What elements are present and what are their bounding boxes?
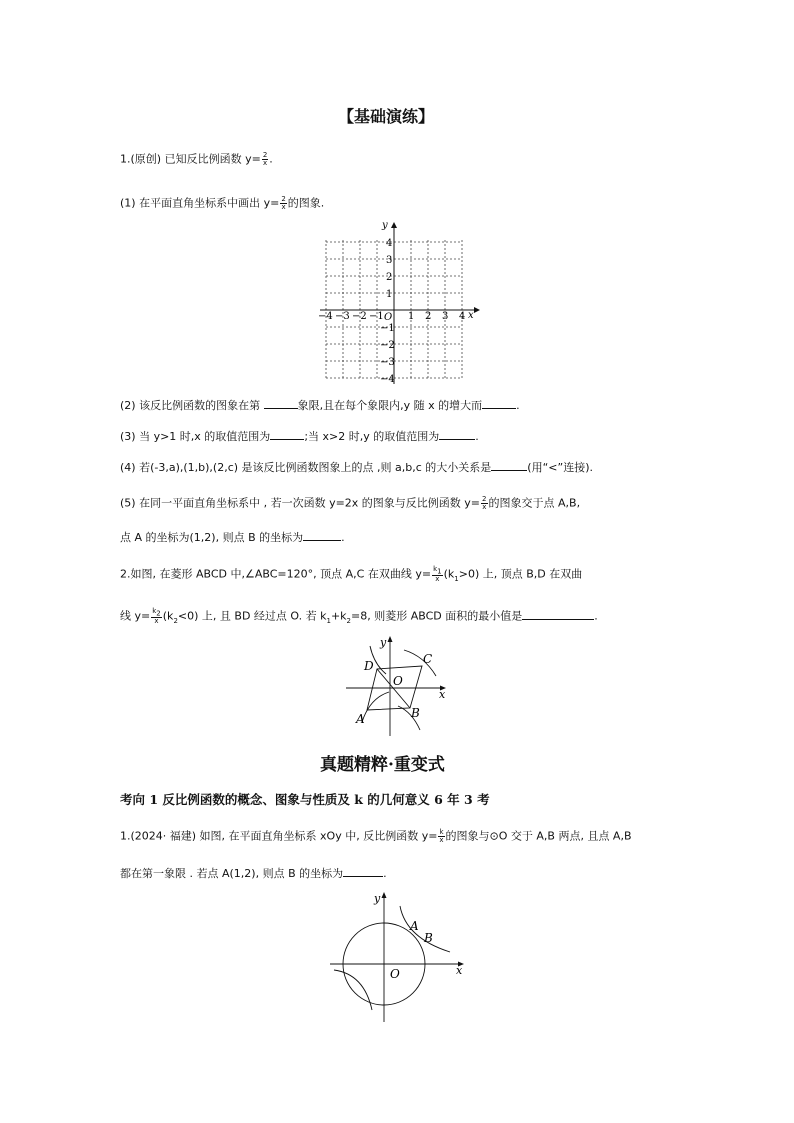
question-2-line-2 [120, 608, 598, 628]
fraction-2-over-x: $\frac{2}{x}$ [281, 195, 286, 211]
part-1-suffix: 的图象. [287, 196, 325, 210]
q2-text-g: +k [330, 609, 347, 623]
point-a-label: A [410, 919, 419, 933]
q2-text-b: (k [443, 567, 455, 581]
y-tick: −3 [380, 357, 395, 368]
circle-hyperbola-figure [326, 890, 468, 1024]
q2-text: 2.如图, 在菱形 ABCD 中,∠ABC=120°, 顶点 A,C 在双曲线 y= [120, 567, 432, 581]
vertex-c-label: C [423, 652, 433, 666]
exam-q1-text-b: 的图象与⊙O 交于 A,B 两点, 且点 A,B [445, 829, 632, 843]
q2-text-h: =8, 则菱形 ABCD 面积的最小值是 [351, 609, 523, 623]
rhombus-hyperbola-figure [340, 636, 454, 738]
part-5-text-b: 的图象交于点 A,B, [488, 496, 581, 510]
exam-question-1-line-1 [120, 829, 632, 844]
origin-label: O [390, 967, 400, 981]
y-tick: 4 [386, 238, 393, 249]
hyperbola-branch-third-quadrant [334, 970, 372, 1010]
hyperbola-branch-first-quadrant [400, 906, 450, 952]
question-1-part-2 [120, 398, 520, 413]
exam-q1-text: 1.(2024· 福建) 如图, 在平面直角坐标系 xOy 中, 反比例函数 y= [120, 829, 438, 843]
q2-text-e: (k [162, 609, 174, 623]
coordinate-grid-figure [316, 218, 486, 388]
x-tick: −2 [352, 311, 367, 322]
x-axis-arrow [474, 307, 480, 313]
y-axis-arrow [382, 892, 387, 898]
part-5-text-c: 点 A 的坐标为(1,2), 则点 B 的坐标为 [120, 531, 304, 544]
y-axis-label: y [374, 892, 381, 905]
y-tick: 2 [386, 272, 393, 283]
fraction-2-over-x: $\frac{2}{x}$ [262, 151, 268, 167]
y-axis-label: y [382, 220, 388, 231]
question-1-part-4 [120, 460, 593, 475]
point-b-label: B [424, 931, 433, 945]
q2-end: . [594, 609, 598, 623]
part-2-text-b: 象限,且在每个象限内,y 随 x 的增大而 [297, 399, 483, 412]
question-1-part-5 [120, 496, 580, 511]
part-4-text: (4) 若(-3,a),(1,b),(2,c) 是该反比例函数图象上的点 ,则 a,b,c 的大小关系是 [120, 461, 492, 474]
section-title: 【基础演练】 [338, 107, 435, 126]
fraction-2-over-x: $\frac{2}{x}$ [482, 495, 487, 511]
vertex-d-label: D [364, 659, 374, 673]
y-tick: −2 [380, 340, 395, 351]
vertex-a-label: A [356, 712, 365, 726]
answer-blank[interactable] [343, 866, 383, 877]
exam-q1-end: . [383, 867, 387, 880]
question-1-stem [120, 152, 273, 167]
part-3-text: (3) 当 y>1 时,x 的取值范围为 [120, 430, 271, 443]
x-tick: −1 [369, 311, 384, 322]
stem-text: 1.(原创) 已知反比例函数 y= [120, 152, 261, 166]
x-tick: 1 [408, 311, 415, 322]
answer-blank[interactable] [491, 460, 527, 471]
topic-heading: 考向 1 反比例函数的概念、图象与性质及 k 的几何意义 6 年 3 考 [120, 792, 490, 807]
fraction-k-over-x: $\frac{k}{x}$ [439, 828, 444, 844]
part-1-text: (1) 在平面直角坐标系中画出 y= [120, 196, 280, 210]
q2-text-c: >0) 上, 顶点 B,D 在双曲 [458, 567, 583, 581]
y-tick: 3 [386, 255, 393, 266]
part-2-end: . [516, 399, 520, 412]
x-axis-label: x [439, 688, 446, 701]
x-axis-label: x [468, 310, 474, 321]
question-1-part-5-line-2 [120, 530, 345, 545]
answer-blank[interactable] [264, 398, 298, 409]
part-2-text: (2) 该反比例函数的图象在第 [120, 399, 261, 412]
answer-blank[interactable] [270, 429, 304, 440]
q2-text-d: 线 y= [120, 609, 151, 623]
origin-label: O [393, 674, 403, 688]
answer-blank[interactable] [482, 398, 516, 409]
y-tick: 1 [386, 289, 393, 300]
x-axis-label: x [456, 964, 463, 977]
x-tick: 3 [442, 311, 449, 322]
hyperbola-branch-third-quadrant [362, 692, 389, 722]
y-axis-arrow [388, 636, 393, 642]
vertex-b-label: B [411, 706, 420, 720]
question-1-part-1 [120, 196, 324, 211]
x-tick: 4 [459, 311, 466, 322]
x-tick: −3 [335, 311, 350, 322]
y-axis-label: y [380, 636, 387, 649]
question-1-part-3 [120, 429, 479, 444]
subscript: 2 [346, 616, 352, 625]
part-4-text-b: (用“<”连接). [527, 461, 593, 474]
section-title-2: 真题精粹·重变式 [320, 755, 445, 775]
part-5-text: (5) 在同一平面直角坐标系中 , 若一次函数 y=2x 的图象与反比例函数 y= [120, 496, 481, 510]
fraction-k1-over-x: $\frac{k_1}{x}$ [433, 565, 442, 584]
subscript: 2 [173, 616, 178, 625]
y-tick: −4 [380, 374, 395, 385]
part-5-end: . [341, 531, 345, 544]
part-3-end: . [475, 430, 479, 443]
exam-question-1-line-2 [120, 866, 387, 881]
stem-suffix: . [269, 152, 273, 166]
exam-q1-text-c: 都在第一象限 . 若点 A(1,2), 则点 B 的坐标为 [120, 867, 344, 880]
question-2-line-1 [120, 566, 582, 586]
answer-blank[interactable] [522, 609, 594, 620]
part-3-text-b: ;当 x>2 时,y 的取值范围为 [304, 430, 440, 443]
fraction-k2-over-x: $\frac{k_2}{x}$ [152, 607, 161, 626]
y-axis-arrow [391, 222, 397, 228]
answer-blank[interactable] [303, 530, 341, 541]
subscript: 1 [326, 616, 331, 625]
x-tick: 2 [425, 311, 432, 322]
origin-label: O [384, 312, 393, 323]
x-tick: −4 [318, 311, 333, 322]
q2-text-f: <0) 上, 且 BD 经过点 O. 若 k [177, 609, 327, 623]
subscript: 1 [454, 574, 459, 583]
y-tick: −1 [380, 323, 395, 334]
answer-blank[interactable] [439, 429, 475, 440]
